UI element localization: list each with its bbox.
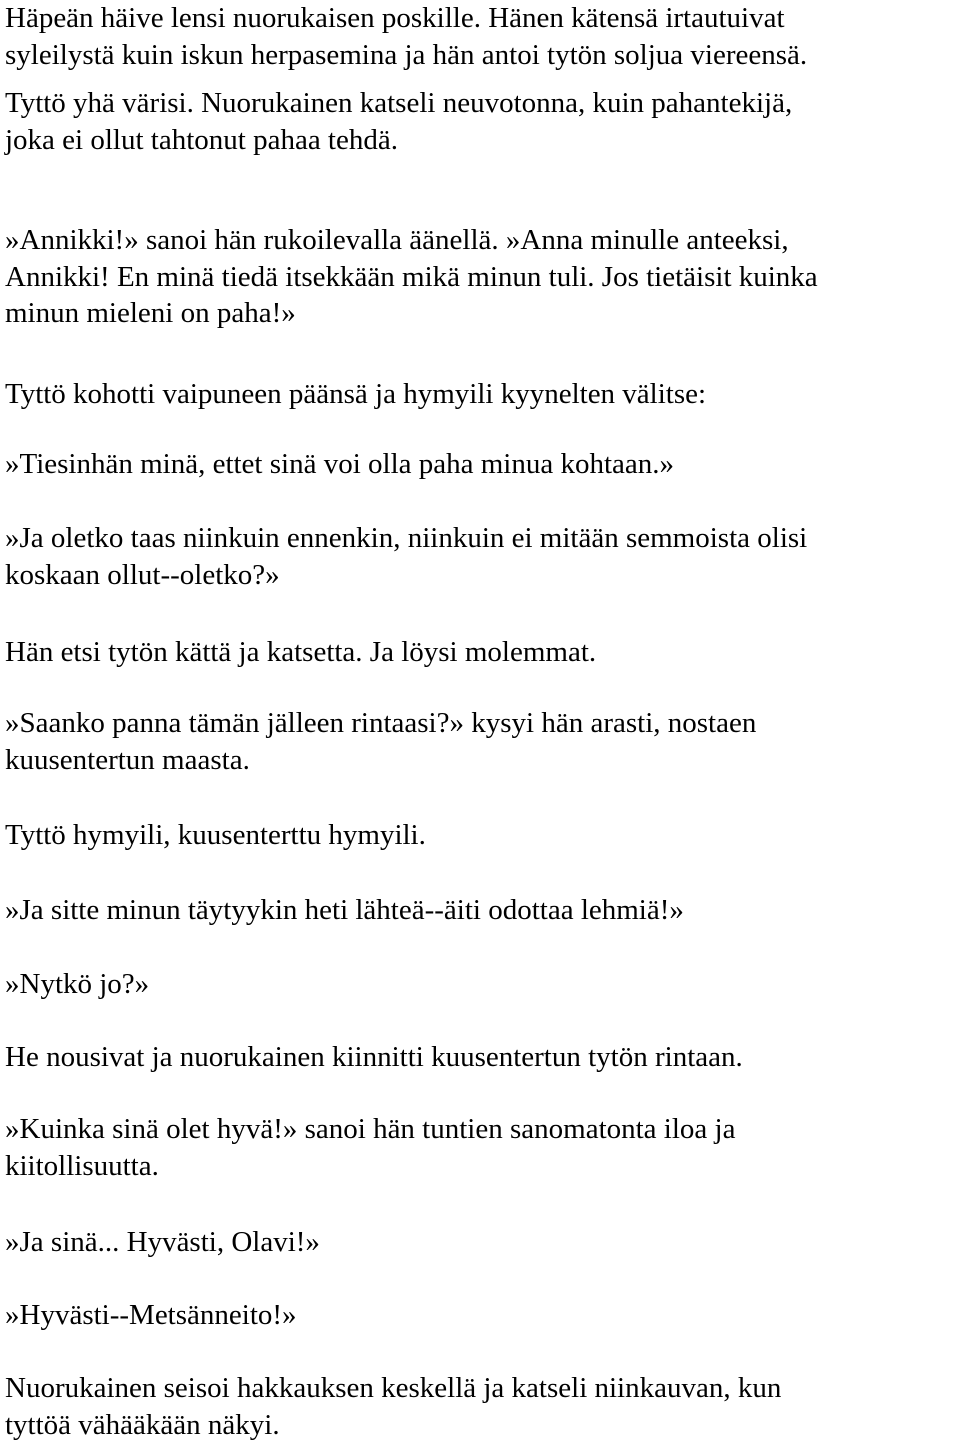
paragraph [5, 1111, 960, 1184]
paragraph [5, 1039, 960, 1076]
paragraph [5, 1297, 960, 1334]
text-line: koskaan ollut--oletko?» [5, 558, 280, 591]
text-line: kuusentertun maasta. [5, 743, 250, 776]
paragraph [5, 1224, 960, 1261]
paragraph [5, 222, 960, 332]
text-line: »Ja oletko taas niinkuin ennenkin, niinkuin ei mitään semmoista olisi [5, 522, 808, 554]
paragraph [5, 85, 960, 158]
paragraph [5, 892, 960, 929]
text-line: Häpeän häive lensi nuorukaisen poskille. Hänen kätensä irtautuivat [5, 2, 785, 34]
text-line: joka ei ollut tahtonut pahaa tehdä. [5, 123, 398, 156]
text-line: Hän etsi tytön kättä ja katsetta. Ja löysi molemmat. [5, 636, 597, 668]
text-line: »Saanko panna tämän jälleen rintaasi?» kysyi hän arasti, nostaen [5, 707, 757, 739]
text-line: »Annikki!» sanoi hän rukoilevalla äänellä. »Anna minulle anteeksi, [5, 224, 789, 256]
paragraph [5, 1370, 960, 1443]
text-line: »Ja sitte minun täytyykin heti lähteä--äiti odottaa lehmiä!» [5, 894, 684, 926]
text-line: »Kuinka sinä olet hyvä!» sanoi hän tuntien sanomatonta iloa ja [5, 1113, 736, 1145]
paragraph [5, 520, 960, 593]
paragraph [5, 376, 960, 413]
text-line: tyttöä vähääkään näkyi. [5, 1408, 280, 1441]
paragraph [5, 446, 960, 483]
text-line: »Tiesinhän minä, ettet sinä voi olla paha minua kohtaan.» [5, 448, 675, 480]
text-line: »Ja sinä... Hyvästi, Olavi!» [5, 1226, 320, 1258]
text-line: Tyttö kohotti vaipuneen päänsä ja hymyili kyynelten välitse: [5, 378, 707, 410]
paragraph [5, 0, 960, 73]
paragraph [5, 817, 960, 854]
text-line: »Hyvästi--Metsänneito!» [5, 1299, 297, 1331]
paragraph [5, 705, 960, 778]
text-line: Tyttö yhä värisi. Nuorukainen katseli neuvotonna, kuin pahantekijä, [5, 87, 793, 119]
text-line: Tyttö hymyili, kuusenterttu hymyili. [5, 819, 426, 851]
paragraph [5, 634, 960, 671]
text-line: syleilystä kuin iskun herpasemina ja hän antoi tytön soljua viereensä. [5, 38, 808, 71]
text-line: He nousivat ja nuorukainen kiinnitti kuusentertun tytön rintaan. [5, 1041, 743, 1073]
text-line: Annikki! En minä tiedä itsekkään mikä minun tuli. Jos tietäisit kuinka [5, 260, 818, 293]
text-line: »Nytkö jo?» [5, 968, 150, 1000]
text-line: kiitollisuutta. [5, 1149, 159, 1182]
text-line: minun mieleni on paha!» [5, 297, 296, 329]
paragraph [5, 966, 960, 1003]
text-line: Nuorukainen seisoi hakkauksen keskellä ja katseli niinkauvan, kun [5, 1372, 782, 1404]
